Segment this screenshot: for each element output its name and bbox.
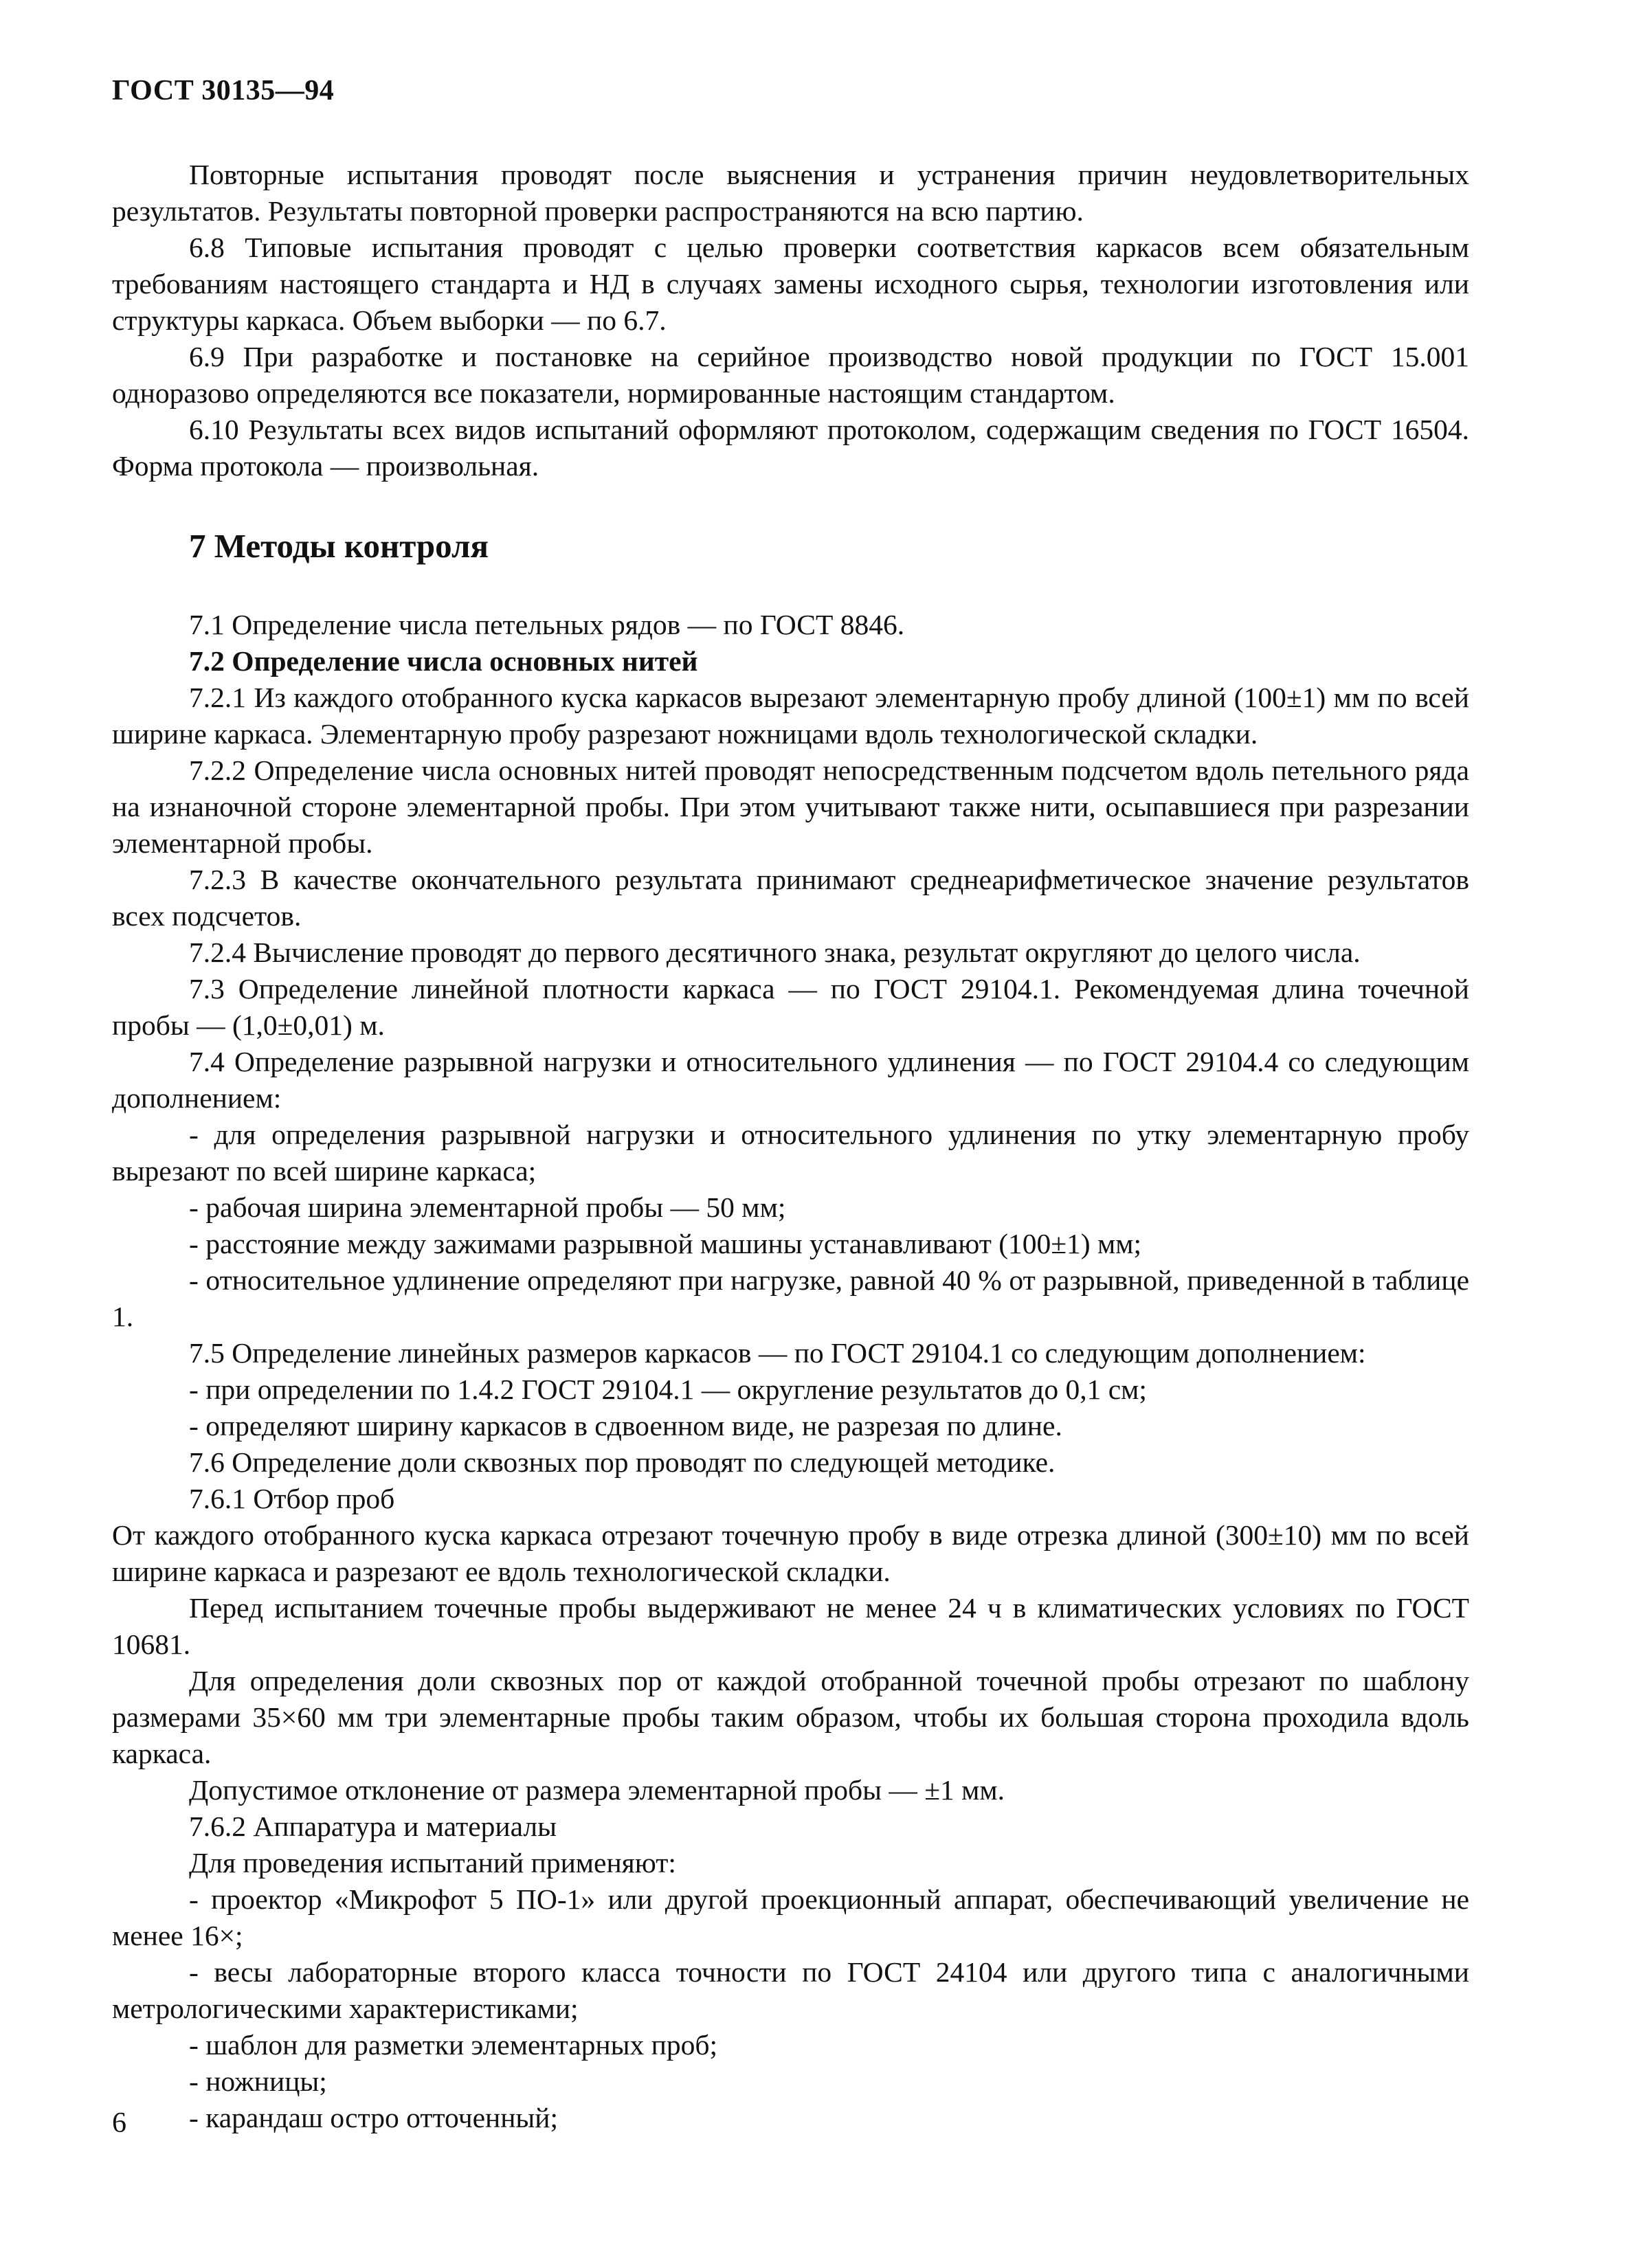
- subsection-heading: 7.2 Определение числа основных нитей: [189, 645, 698, 677]
- paragraph: 6.10 Результаты всех видов испытаний оформляют протоколом, содержащим сведения по ГОСТ 16504. Форма протокола — произвольная.: [112, 414, 1469, 482]
- paragraph: Перед испытанием точечные пробы выдерживают не менее 24 ч в климатических условиях по ГОСТ 10681.: [112, 1592, 1469, 1660]
- list-item: - расстояние между зажимами разрывной машины устанавливают (100±1) мм;: [189, 1228, 1142, 1259]
- document-body: [112, 157, 1469, 2136]
- list-item: - ножницы;: [189, 2065, 327, 2097]
- paragraph: 6.9 При разработке и постановке на серийное производство новой продукции по ГОСТ 15.001 одноразово определяются все показатели, нормированные настоящим стандартом.: [112, 341, 1469, 409]
- paragraph: 7.2.3 В качестве окончательного результата принимают среднеарифметическое значение результатов всех подсчетов.: [112, 864, 1469, 932]
- paragraph: Допустимое отклонение от размера элементарной пробы — ±1 мм.: [189, 1774, 1005, 1806]
- paragraph: От каждого отобранного куска каркаса отрезают точечную пробу в виде отрезка длиной (300±10) мм по всей ширине каркаса и разрезают ее вдоль технологической складки.: [112, 1519, 1469, 1587]
- list-item: - рабочая ширина элементарной пробы — 50 мм;: [189, 1191, 786, 1223]
- paragraph: 7.6.2 Аппаратура и материалы: [189, 1811, 557, 1842]
- list-item: - карандаш остро отточенный;: [189, 2102, 559, 2133]
- paragraph: 7.2.1 Из каждого отобранного куска каркасов вырезают элементарную пробу длиной (100±1) мм по всей ширине каркаса. Элементарную пробу разрезают ножницами вдоль технологической складки.: [112, 682, 1469, 750]
- list-item: - весы лабораторные второго класса точности по ГОСТ 24104 или другого типа с аналогичными метрологическими характеристиками;: [112, 1956, 1469, 2024]
- paragraph: 7.5 Определение линейных размеров каркасов — по ГОСТ 29104.1 со следующим дополнением:: [189, 1337, 1366, 1369]
- section-heading: 7 Методы контроля: [189, 527, 489, 565]
- list-item: - относительное удлинение определяют при нагрузке, равной 40 % от разрывной, приведенной в таблице 1.: [112, 1264, 1469, 1332]
- list-item: - при определении по 1.4.2 ГОСТ 29104.1 — округление результатов до 0,1 см;: [189, 1374, 1147, 1405]
- list-item: - шаблон для разметки элементарных проб;: [189, 2029, 717, 2061]
- paragraph: 7.3 Определение линейной плотности каркаса — по ГОСТ 29104.1. Рекомендуемая длина точечной пробы — (1,0±0,01) м.: [112, 973, 1469, 1041]
- paragraph: 7.6.1 Отбор проб: [189, 1483, 395, 1514]
- paragraph: 7.2.2 Определение числа основных нитей проводят непосредственным подсчетом вдоль петельного ряда на изнаночной стороне элементарной пробы. При этом учитывают также нити, осыпавшиеся при разрезании элементарной пробы.: [112, 754, 1469, 859]
- paragraph: Для проведения испытаний применяют:: [189, 1847, 676, 1879]
- paragraph: 7.4 Определение разрывной нагрузки и относительного удлинения — по ГОСТ 29104.4 со следующим дополнением:: [112, 1046, 1469, 1114]
- paragraph: Повторные испытания проводят после выяснения и устранения причин неудовлетворительных результатов. Результаты повторной проверки распространяются на всю партию.: [112, 159, 1469, 227]
- paragraph: 7.1 Определение числа петельных рядов — по ГОСТ 8846.: [189, 609, 905, 640]
- document-header: ГОСТ 30135—94: [112, 75, 335, 107]
- paragraph: 6.8 Типовые испытания проводят с целью проверки соответствия каркасов всем обязательным требованиям настоящего стандарта и НД в случаях замены исходного сырья, технологии изготовления или структуры каркаса. Объем выборки — по 6.7.: [112, 232, 1469, 336]
- page-number: 6: [112, 2107, 126, 2139]
- paragraph: 7.2.4 Вычисление проводят до первого десятичного знака, результат округляют до целого числа.: [189, 937, 1361, 968]
- paragraph: Для определения доли сквозных пор от каждой отобранной точечной пробы отрезают по шаблону размерами 35×60 мм три элементарные пробы таким образом, чтобы их большая сторона проходила вдоль каркаса.: [112, 1665, 1469, 1769]
- list-item: - определяют ширину каркасов в сдвоенном виде, не разрезая по длине.: [189, 1410, 1062, 1442]
- list-item: - для определения разрывной нагрузки и относительного удлинения по утку элементарную пробу вырезают по всей ширине каркаса;: [112, 1119, 1469, 1187]
- paragraph: 7.6 Определение доли сквозных пор проводят по следующей методике.: [189, 1446, 1056, 1478]
- list-item: - проектор «Микрофот 5 ПО-1» или другой проекционный аппарат, обеспечивающий увеличение не менее 16×;: [112, 1883, 1469, 1951]
